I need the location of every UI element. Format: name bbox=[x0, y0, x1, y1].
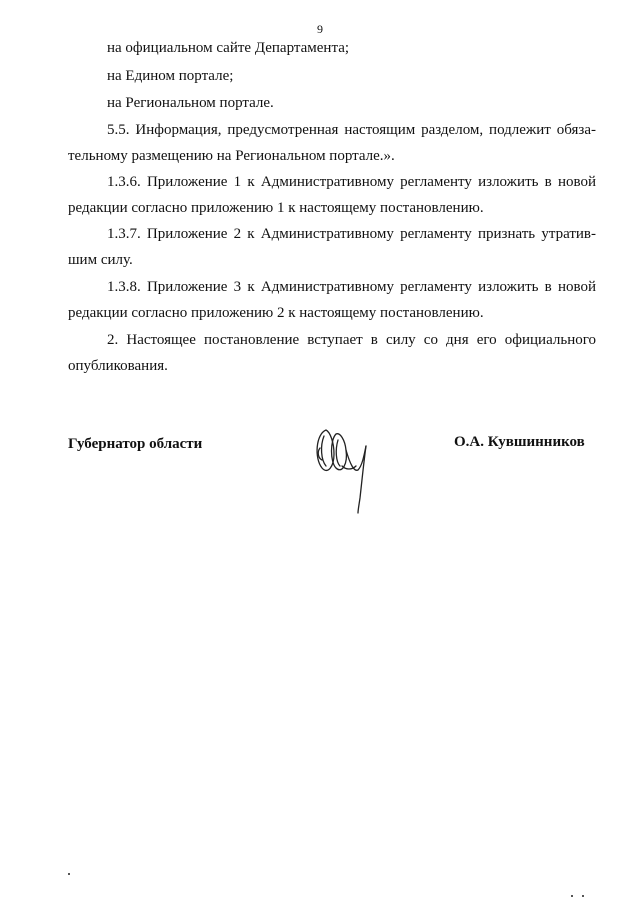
scan-speck bbox=[68, 873, 70, 875]
body-line: 1.3.8. Приложение 3 к Административному регламенту изложить в новой bbox=[107, 279, 596, 295]
signatory-title: Губернатор области bbox=[68, 436, 203, 452]
body-line: редакции согласно приложению 2 к настоящему постановлению. bbox=[68, 305, 484, 321]
body-line: на Едином портале; bbox=[107, 68, 234, 84]
signatory-name: О.А. Кувшинников bbox=[454, 434, 585, 450]
body-line: тельному размещению на Региональном портале.». bbox=[68, 148, 395, 164]
body-line: 1.3.7. Приложение 2 к Административному регламенту признать утратив- bbox=[107, 226, 596, 242]
body-line: опубликования. bbox=[68, 358, 168, 374]
body-line: 5.5. Информация, предусмотренная настоящим разделом, подлежит обяза- bbox=[107, 122, 596, 138]
body-line: шим силу. bbox=[68, 252, 133, 268]
handwritten-signature bbox=[312, 420, 382, 515]
body-line: на официальном сайте Департамента; bbox=[107, 40, 350, 56]
page-number: 9 bbox=[317, 22, 323, 36]
scan-speck bbox=[571, 895, 573, 897]
body-line: на Региональном портале. bbox=[107, 95, 274, 111]
scan-speck bbox=[582, 895, 584, 897]
body-line: 1.3.6. Приложение 1 к Административному регламенту изложить в новой bbox=[107, 174, 596, 190]
body-line: 2. Настоящее постановление вступает в силу со дня его официального bbox=[107, 332, 596, 348]
body-line: редакции согласно приложению 1 к настоящему постановлению. bbox=[68, 200, 484, 216]
